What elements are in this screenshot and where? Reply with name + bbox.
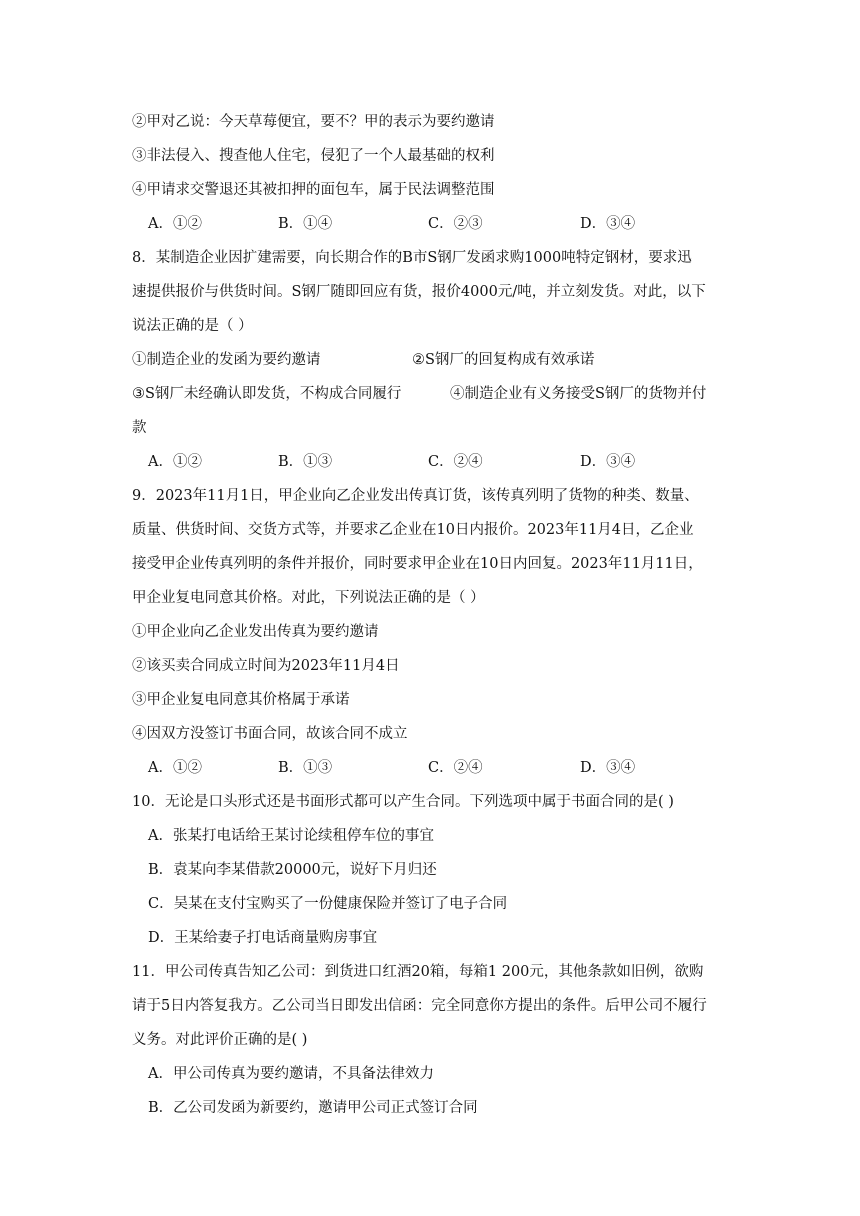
q9-choice-b: B．①③ [278,760,333,776]
q7-statement-2: ②甲对乙说：今天草莓便宜，要不？甲的表示为要约邀请 [132,114,495,130]
q7-statement-3: ③非法侵入、搜查他人住宅，侵犯了一个人最基础的权利 [132,148,495,164]
q11-option-b: B．乙公司发函为新要约，邀请甲公司正式签订合同 [148,1100,478,1116]
q10-option-b: B．袁某向李某借款20000元，说好下月归还 [148,862,437,878]
q8-stem-line-2: 速提供报价与供货时间。S钢厂随即回应有货，报价4000元/吨，并立刻发货。对此，以下 [132,284,706,300]
q11-stem-line-3: 义务。对此评价正确的是( ) [132,1032,308,1048]
q7-choice-c: C．②③ [428,216,483,232]
q9-stem-line-3: 接受甲企业传真列明的条件并报价，同时要求甲企业在10日内回复。2023年11月11日， [132,556,703,572]
q9-statement-1: ①甲企业向乙企业发出传真为要约邀请 [132,624,379,640]
q8-choice-d: D．③④ [580,454,636,470]
q9-stem-line-1: 9．2023年11月1日，甲企业向乙企业发出传真订货，该传真列明了货物的种类、数量、 [132,488,699,504]
q9-choice-c: C．②④ [428,760,483,776]
q8-choice-c: C．②④ [428,454,483,470]
q8-stem-line-3: 说法正确的是（ ） [132,318,253,334]
q10-stem: 10．无论是口头形式还是书面形式都可以产生合同。下列选项中属于书面合同的是( ) [132,794,674,810]
q11-option-a: A．甲公司传真为要约邀请，不具备法律效力 [148,1066,434,1082]
q8-statement-1: ①制造企业的发函为要约邀请 [132,352,321,368]
q9-choice-d: D．③④ [580,760,636,776]
q8-choice-a: A．①② [148,454,202,470]
q9-choice-a: A．①② [148,760,202,776]
q8-stem-line-1: 8．某制造企业因扩建需要，向长期合作的B市S钢厂发函求购1000吨特定钢材，要求迅 [132,250,692,266]
q8-statement-4: ④制造企业有义务接受S钢厂的货物并付 [450,386,707,402]
q9-stem-line-2: 质量、供货时间、交货方式等，并要求乙企业在10日内报价。2023年11月4日，乙企业 [132,522,694,538]
q7-choice-a: A．①② [148,216,202,232]
q8-statement-4-cont: 款 [132,420,147,436]
q11-stem-line-2: 请于5日内答复我方。乙公司当日即发出信函：完全同意你方提出的条件。后甲公司不履行 [132,998,707,1014]
q9-statement-2: ②该买卖合同成立时间为2023年11月4日 [132,658,400,674]
q9-statement-3: ③甲企业复电同意其价格属于承诺 [132,692,350,708]
q10-option-a: A．张某打电话给王某讨论续租停车位的事宜 [148,828,434,844]
q8-statement-3: ③S钢厂未经确认即发货，不构成合同履行 [132,386,402,402]
q7-choice-d: D．③④ [580,216,636,232]
q9-statement-4: ④因双方没签订书面合同，故该合同不成立 [132,726,408,742]
q7-statement-4: ④甲请求交警退还其被扣押的面包车，属于民法调整范围 [132,182,495,198]
q8-choice-b: B．①③ [278,454,333,470]
q8-statement-2: ②S钢厂的回复构成有效承诺 [412,352,595,368]
q10-option-c: C．吴某在支付宝购买了一份健康保险并签订了电子合同 [148,896,508,912]
q10-option-d: D．王某给妻子打电话商量购房事宜 [148,930,378,946]
q9-stem-line-4: 甲企业复电同意其价格。对此，下列说法正确的是（ ） [132,590,485,606]
q7-choice-b: B．①④ [278,216,333,232]
q11-stem-line-1: 11．甲公司传真告知乙公司：到货进口红酒20箱，每箱1 200元，其他条款如旧例，欲购 [132,964,704,980]
